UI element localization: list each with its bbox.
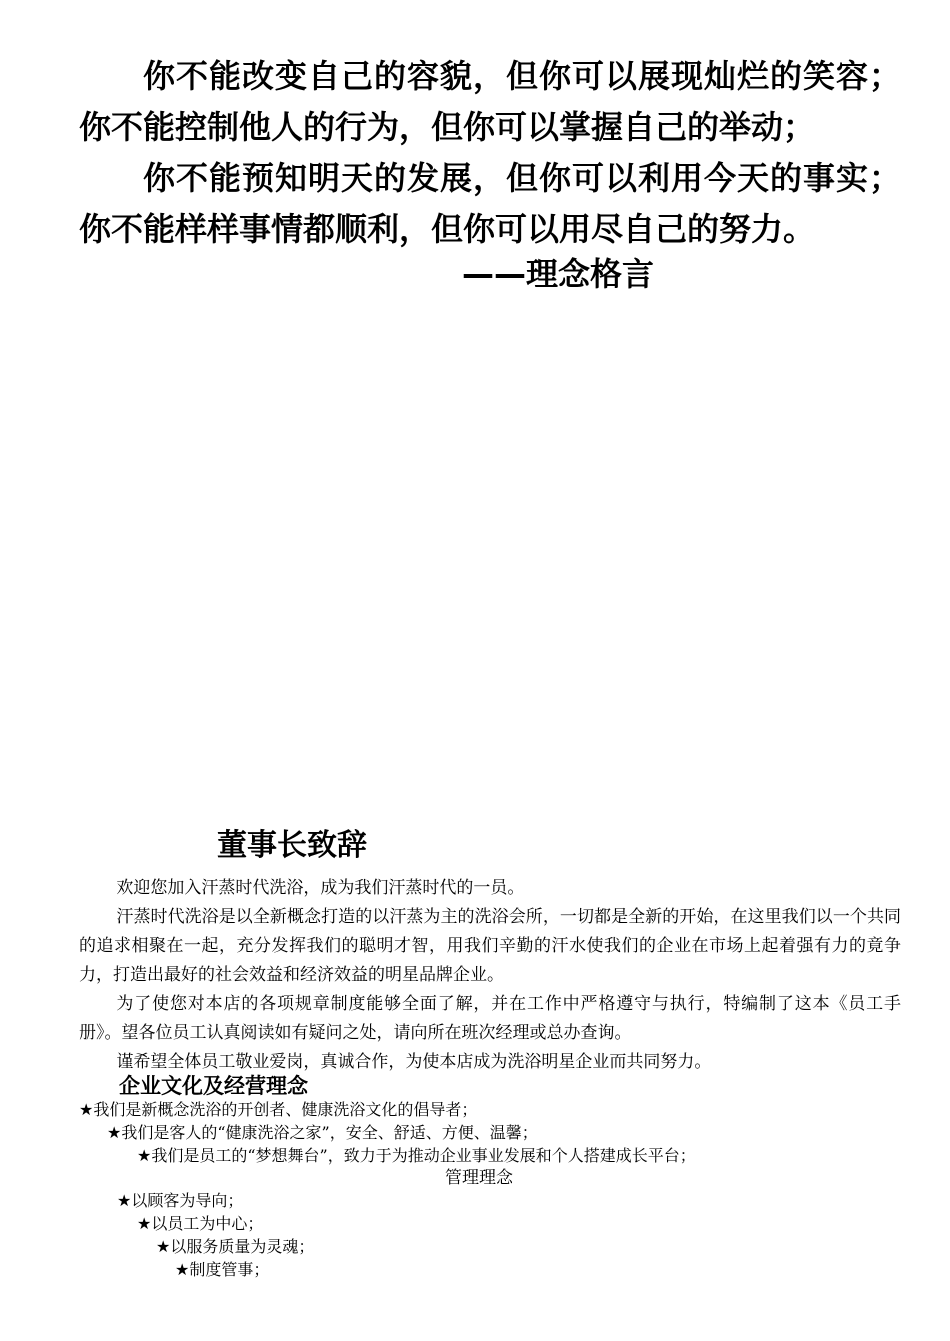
management-item xyxy=(0,1235,314,1258)
chairman-speech-body xyxy=(79,874,901,1077)
management-item-text: 制度管事； xyxy=(189,1260,270,1279)
culture-item-text: 我们是员工的“梦想舞台”，致力于为推动企业事业发展和个人搭建成长平台； xyxy=(151,1146,696,1165)
star-icon: ★ xyxy=(137,1214,152,1233)
management-item xyxy=(0,1189,314,1212)
speech-paragraph: 欢迎您加入汗蒸时代洗浴，成为我们汗蒸时代的一员。 xyxy=(116,878,525,898)
speech-paragraph: 为了使您对本店的各项规章制度能够全面了解，并在工作中严格遵守与执行，特编制了这本《员工手册》。望各位员工认真阅读如有疑问之处，请向所在班次经理或总办查询。 xyxy=(79,994,901,1043)
management-item-text: 以员工为中心； xyxy=(151,1214,264,1233)
culture-item xyxy=(0,1098,696,1121)
motto-attribution: ——理念格言 xyxy=(462,255,655,293)
star-icon: ★ xyxy=(117,1191,132,1210)
star-icon: ★ xyxy=(156,1237,171,1256)
management-item xyxy=(0,1258,314,1281)
corporate-culture-title: 企业文化及经营理念 xyxy=(119,1074,308,1098)
speech-paragraph: 汗蒸时代洗浴是以全新概念打造的以汗蒸为主的洗浴会所，一切都是全新的开始，在这里我们以一个共同的追求相聚在一起，充分发挥我们的聪明才智，用我们辛勤的汗水使我们的企业在市场上起着强有力的竟争力，打造出最好的社会效益和经济效益的明星品牌企业。 xyxy=(79,907,901,985)
management-item-text: 以服务质量为灵魂； xyxy=(170,1237,315,1256)
culture-item xyxy=(0,1144,696,1167)
management-philosophy-title: 管理理念 xyxy=(445,1168,513,1188)
motto-paragraph: 你不能预知明天的发展，但你可以利用今天的事实；你不能样样事情都顺利，但你可以用尽自己的努力。 xyxy=(79,159,901,248)
star-icon: ★ xyxy=(79,1100,94,1119)
culture-item-text: 我们是客人的“健康洗浴之家”，安全、舒适、方便、温馨； xyxy=(121,1123,538,1142)
star-icon: ★ xyxy=(175,1260,190,1279)
star-icon: ★ xyxy=(137,1146,152,1165)
star-icon: ★ xyxy=(107,1123,122,1142)
culture-item xyxy=(0,1121,696,1144)
management-item-text: 以顾客为导向； xyxy=(131,1191,244,1210)
culture-item-text: 我们是新概念洗浴的开创者、健康洗浴文化的倡导者； xyxy=(93,1100,478,1119)
management-philosophy-list xyxy=(0,1189,314,1281)
speech-paragraph: 谨希望全体员工敬业爱岗，真诚合作，为使本店成为洗浴明星企业而共同努力。 xyxy=(116,1052,712,1072)
management-item xyxy=(0,1212,314,1235)
motto-paragraph: 你不能改变自己的容貌，但你可以展现灿烂的笑容；你不能控制他人的行为，但你可以掌握自己的举动； xyxy=(79,57,901,146)
chairman-speech-title: 董事长致辞 xyxy=(217,828,367,863)
corporate-culture-list xyxy=(0,1098,696,1167)
motto-quote xyxy=(79,51,901,255)
